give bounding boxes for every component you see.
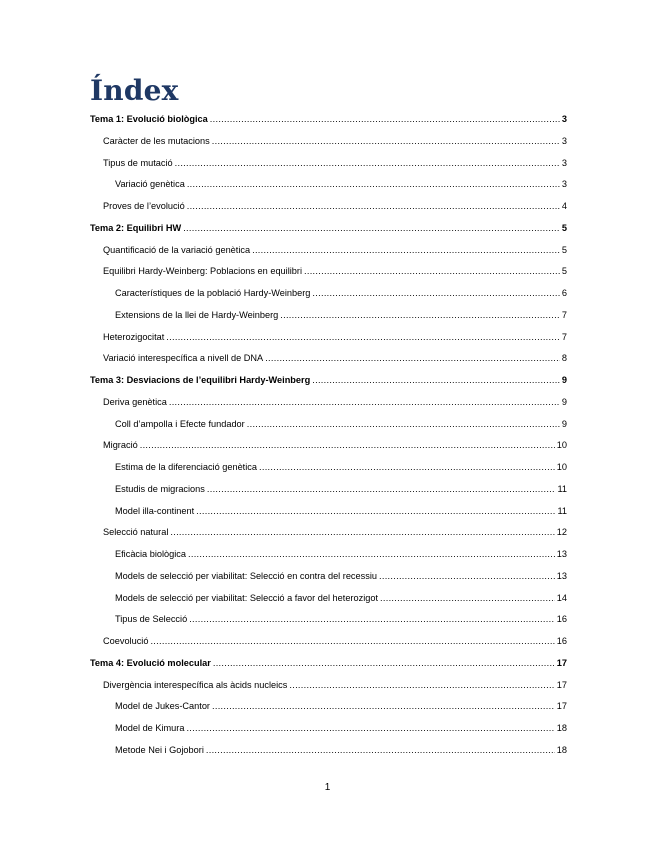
toc-entry-page: 17 [556,701,567,712]
toc-dot-leader [170,526,554,538]
toc-dot-leader [259,461,555,473]
toc-entry[interactable] [90,611,567,625]
toc-entry-page: 6 [561,288,567,298]
toc-entry[interactable] [90,263,567,277]
toc-dot-leader [187,200,560,212]
toc-entry-title: Tema 2: Equilibri HW [90,222,182,233]
toc-entry[interactable] [90,176,567,190]
toc-entry-title: Heterozigocitat [103,331,165,342]
toc-entry-page: 9 [561,418,567,429]
toc-dot-leader [289,679,554,691]
toc-dot-leader [175,157,560,169]
toc-entry-page: 12 [556,527,567,538]
toc-entry-title: Tema 1: Evolució biològica [90,114,208,124]
toc-entry-page: 14 [556,592,567,603]
toc-dot-leader [183,222,560,234]
toc-entry-title: Divergència interespecífica als àcids nucleics [103,679,288,690]
toc-entry-title: Models de selecció per viabilitat: Selecció en contra del recessiu [115,570,377,581]
toc-dot-leader [187,178,560,190]
toc-entry-page: 7 [561,331,567,342]
toc-entry-page: 3 [561,114,567,124]
toc-entry-page: 10 [556,462,567,472]
toc-entry-title: Model illa-continent [115,505,195,516]
toc-dot-leader [280,309,560,321]
toc-dot-leader [379,570,555,582]
toc-dot-leader [247,418,560,430]
toc-entry-title: Model de Jukes-Cantor [115,701,210,712]
toc-entry-title: Tipus de Selecció [115,614,188,625]
toc-entry-title: Variació genètica [115,179,185,190]
page-number: 1 [324,782,331,793]
page-title: Índex [90,74,179,107]
toc-entry[interactable] [90,307,567,321]
toc-entry[interactable] [90,481,567,495]
toc-entry-page: 3 [561,135,567,146]
toc-entry[interactable] [90,394,567,408]
toc-entry[interactable] [90,568,567,582]
toc-dot-leader [150,635,554,647]
toc-entry-title: Quantificació de la variació genètica [103,244,251,255]
toc-entry[interactable] [90,329,567,343]
toc-entry-title: Metode Nei i Gojobori [115,744,204,755]
toc-dot-leader [189,613,555,625]
toc-entry-title: Selecció natural [103,527,169,538]
toc-entry[interactable] [90,698,567,712]
toc-entry[interactable] [90,198,567,212]
toc-dot-leader [312,287,559,299]
toc-dot-leader [140,439,555,451]
toc-entry-title: Coevolució [103,636,149,646]
toc-entry[interactable] [90,416,567,430]
toc-entry-page: 4 [561,201,567,211]
toc-entry-page: 5 [561,222,567,233]
toc-entry-page: 13 [556,549,567,559]
toc-entry[interactable] [90,633,567,647]
toc-entry-title: Coll d’ampolla i Efecte fundador [115,418,245,429]
toc-dot-leader [304,265,560,277]
toc-dot-leader [212,700,555,712]
toc-entry-page: 13 [556,570,567,581]
toc-entry[interactable] [90,459,567,473]
toc-dot-leader [188,548,555,560]
toc-entry-title: Tema 4: Evolució molecular [90,657,211,668]
toc-entry-title: Variació interespecífica a nivell de DNA [103,353,264,364]
toc-entry-title: Estima de la diferenciació genètica [115,462,257,472]
toc-entry-page: 3 [561,157,567,168]
toc-entry-page: 5 [561,266,567,277]
toc-entry-page: 11 [557,483,567,494]
toc-entry-title: Eficàcia biològica [115,549,186,559]
toc-entry-page: 5 [561,244,567,255]
toc-entry-page: 16 [556,614,567,625]
toc-entry-page: 9 [561,396,567,407]
toc-entry[interactable] [90,590,567,604]
toc-entry-title: Models de selecció per viabilitat: Selecció a favor del heterozigot [115,592,379,603]
toc-entry[interactable] [90,155,567,169]
toc-entry-title: Proves de l’evolució [103,201,185,211]
toc-entry[interactable] [90,242,567,256]
toc-entry-page: 11 [557,505,567,516]
toc-entry[interactable] [90,503,567,517]
toc-entry[interactable] [90,546,567,560]
toc-entry-title: Deriva genètica [103,396,167,407]
toc-entry-page: 8 [561,353,567,364]
toc-entry[interactable] [90,720,567,734]
toc-entry[interactable] [90,524,567,538]
toc-entry-page: 17 [556,657,567,668]
toc-entry[interactable] [90,285,567,299]
toc-entry-page: 18 [556,723,567,733]
toc-entry-title: Caràcter de les mutacions [103,135,210,146]
toc-dot-leader [212,135,560,147]
toc-entry[interactable] [90,655,567,669]
toc-entry-page: 3 [561,179,567,190]
toc-entry-title: Tipus de mutació [103,157,173,168]
toc-entry-title: Migració [103,440,138,451]
toc-dot-leader [166,331,560,343]
toc-entry-page: 7 [561,309,567,320]
toc-entry-page: 17 [556,679,567,690]
toc-entry[interactable] [90,220,567,234]
toc-dot-leader [265,352,560,364]
toc-entry-page: 16 [556,636,567,646]
toc-entry[interactable] [90,372,567,386]
toc-dot-leader [312,374,560,386]
toc-entry[interactable] [90,677,567,691]
toc-entry[interactable] [90,742,567,756]
toc-dot-leader [186,722,554,734]
toc-dot-leader [252,244,560,256]
toc-entry[interactable] [90,350,567,364]
toc-entry-title: Extensions de la llei de Hardy-Weinberg [115,309,279,320]
toc-dot-leader [380,592,555,604]
toc-dot-leader [169,396,560,408]
toc-dot-leader [196,505,555,517]
toc-entry-page: 9 [561,375,567,385]
toc-entry-page: 10 [556,440,567,451]
toc-dot-leader [213,657,555,669]
toc-dot-leader [207,483,556,495]
toc-entry-page: 18 [556,744,567,755]
toc-entry-title: Característiques de la població Hardy-Weinberg [115,288,311,298]
toc-entry[interactable] [90,437,567,451]
toc-entry-title: Tema 3: Desviacions de l’equilibri Hardy-Weinberg [90,375,311,385]
toc-dot-leader [210,113,560,125]
toc-entry-title: Model de Kimura [115,723,185,733]
toc-entry[interactable] [90,111,567,125]
toc-entry-title: Estudis de migracions [115,483,205,494]
toc-entry-title: Equilibri Hardy-Weinberg: Poblacions en equilibri [103,266,302,277]
toc-dot-leader [206,744,555,756]
toc-entry[interactable] [90,133,567,147]
